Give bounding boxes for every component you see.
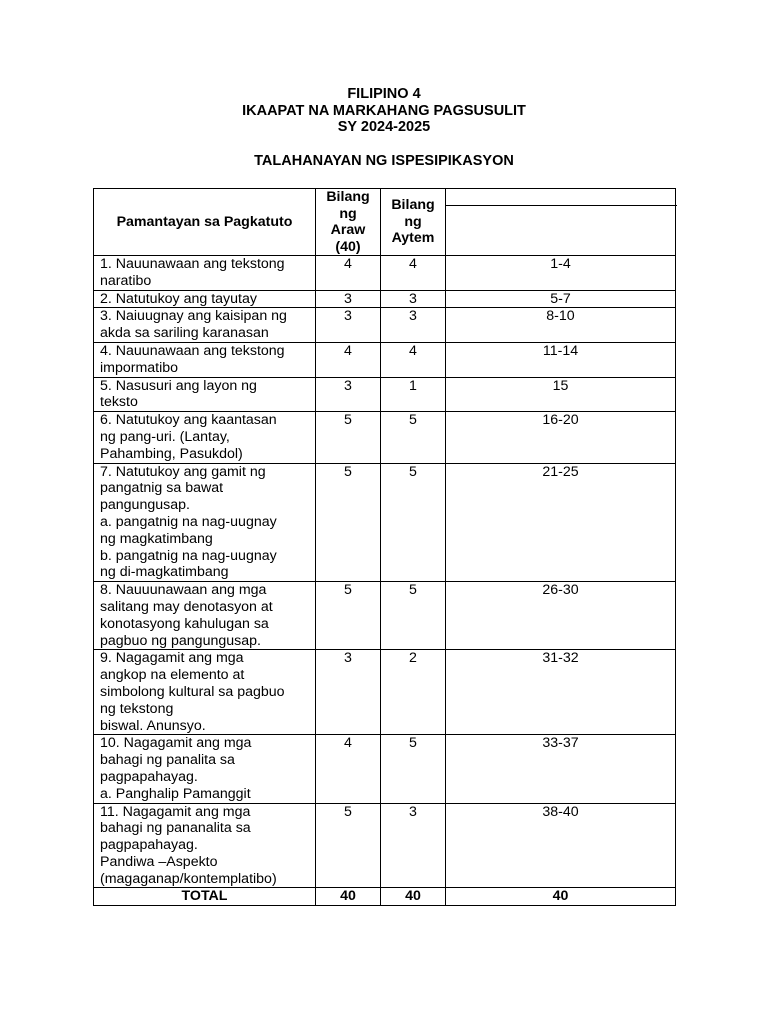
competency-cell: 9. Nagagamit ang mga angkop na elemento at simbolong kultural sa pagbuo ng tekstong biswal. Anunsyo. bbox=[94, 650, 316, 735]
document-header bbox=[0, 86, 768, 136]
days-cell: 3 bbox=[316, 290, 381, 308]
items-cell: 2 bbox=[381, 650, 446, 735]
days-cell: 4 bbox=[316, 256, 381, 291]
days-cell: 5 bbox=[316, 412, 381, 463]
placement-cell: 5-7 bbox=[446, 290, 676, 308]
days-cell: 3 bbox=[316, 377, 381, 412]
header-placement bbox=[446, 189, 676, 256]
competency-cell: 1. Nauunawaan ang tekstong naratibo bbox=[94, 256, 316, 291]
competency-cell: 8. Nauuunawaan ang mga salitang may denotasyon at konotasyong kahulugan sa pagbuo ng pangungusap. bbox=[94, 582, 316, 650]
table-row bbox=[94, 803, 676, 888]
competency-cell: 10. Nagagamit ang mga bahagi ng panalita sa pagpapahayag. a. Panghalip Pamanggit bbox=[94, 735, 316, 803]
placement-cell: 33-37 bbox=[446, 735, 676, 803]
items-cell: 5 bbox=[381, 735, 446, 803]
competency-cell: 4. Nauunawaan ang tekstong impormatibo bbox=[94, 342, 316, 377]
placement-cell: 8-10 bbox=[446, 308, 676, 343]
header-items: Bilang ng Aytem bbox=[381, 189, 446, 256]
items-cell: 4 bbox=[381, 342, 446, 377]
competency-cell: 5. Nasusuri ang layon ng teksto bbox=[94, 377, 316, 412]
table-row bbox=[94, 735, 676, 803]
specification-table bbox=[93, 188, 676, 906]
total-days: 40 bbox=[316, 888, 381, 906]
days-cell: 4 bbox=[316, 735, 381, 803]
placement-cell: 11-14 bbox=[446, 342, 676, 377]
items-cell: 5 bbox=[381, 463, 446, 582]
placement-cell: 38-40 bbox=[446, 803, 676, 888]
placement-cell: 21-25 bbox=[446, 463, 676, 582]
placement-cell: 16-20 bbox=[446, 412, 676, 463]
table-row bbox=[94, 256, 676, 291]
table-row bbox=[94, 342, 676, 377]
placement-cell: 15 bbox=[446, 377, 676, 412]
items-cell: 5 bbox=[381, 412, 446, 463]
placement-cell: 1-4 bbox=[446, 256, 676, 291]
table-title: TALAHANAYAN NG ISPESIPIKASYON bbox=[254, 153, 514, 169]
total-label: TOTAL bbox=[94, 888, 316, 906]
competency-cell: 6. Natutukoy ang kaantasan ng pang-uri. (Lantay, Pahambing, Pasukdol) bbox=[94, 412, 316, 463]
header-competency: Pamantayan sa Pagkatuto bbox=[94, 189, 316, 256]
competency-cell: 7. Natutukoy ang gamit ng pangatnig sa bawat pangungusap. a. pangatnig na nag-uugnay ng magkatimbang b. pangatnig na nag-uugnay ng di-magkatimbang bbox=[94, 463, 316, 582]
school-year: SY 2024-2025 bbox=[337, 119, 431, 135]
exam-title: IKAAPAT NA MARKAHANG PAGSUSULIT bbox=[242, 102, 526, 119]
table-row bbox=[94, 463, 676, 582]
items-cell: 3 bbox=[381, 308, 446, 343]
table-row bbox=[94, 377, 676, 412]
table-row bbox=[94, 290, 676, 308]
table-row bbox=[94, 308, 676, 343]
days-cell: 5 bbox=[316, 582, 381, 650]
days-cell: 3 bbox=[316, 650, 381, 735]
header-days: Bilang ng Araw (40) bbox=[316, 189, 381, 256]
days-cell: 4 bbox=[316, 342, 381, 377]
total-row bbox=[94, 888, 676, 906]
total-items: 40 bbox=[381, 888, 446, 906]
total-placement: 40 bbox=[446, 888, 676, 906]
days-cell: 5 bbox=[316, 463, 381, 582]
items-cell: 3 bbox=[381, 803, 446, 888]
competency-cell: 2. Natutukoy ang tayutay bbox=[94, 290, 316, 308]
competency-cell: 3. Naiuugnay ang kaisipan ng akda sa sariling karanasan bbox=[94, 308, 316, 343]
table-row bbox=[94, 412, 676, 463]
items-cell: 5 bbox=[381, 582, 446, 650]
items-cell: 3 bbox=[381, 290, 446, 308]
items-cell: 4 bbox=[381, 256, 446, 291]
table-row bbox=[94, 582, 676, 650]
days-cell: 5 bbox=[316, 803, 381, 888]
items-cell: 1 bbox=[381, 377, 446, 412]
placement-cell: 31-32 bbox=[446, 650, 676, 735]
placement-cell: 26-30 bbox=[446, 582, 676, 650]
table-row bbox=[94, 650, 676, 735]
competency-cell: 11. Nagagamit ang mga bahagi ng pananalita sa pagpapahayag. Pandiwa –Aspekto (magaganap/kontemplatibo) bbox=[94, 803, 316, 888]
days-cell: 3 bbox=[316, 308, 381, 343]
subject-title: FILIPINO 4 bbox=[347, 86, 421, 102]
table-header-row bbox=[94, 189, 676, 256]
